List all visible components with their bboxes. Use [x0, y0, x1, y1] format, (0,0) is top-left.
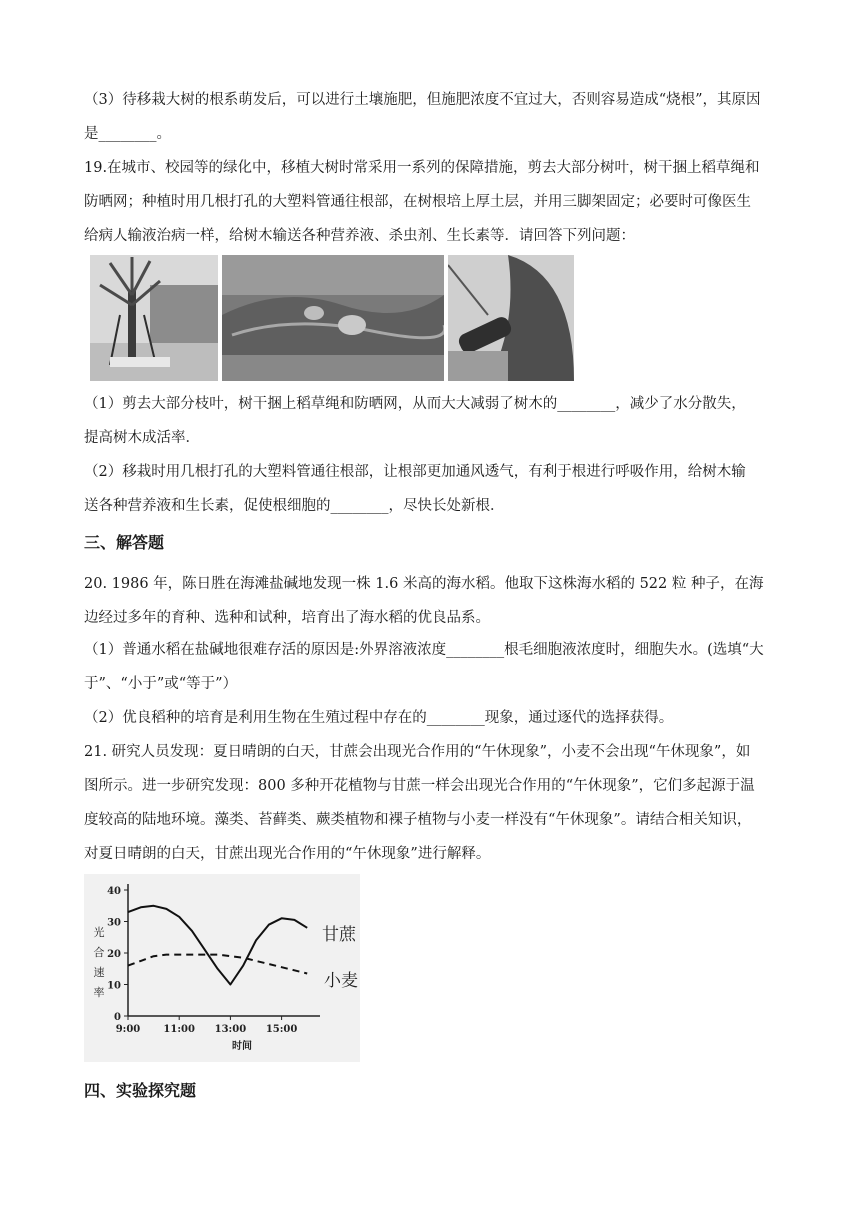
y-axis-label-char: 光: [93, 926, 105, 939]
q19-sub2-line-2: 送各种营养液和生长素，促使根细胞的________，尽快长处新根．: [84, 498, 505, 514]
y-tick-label: 30: [107, 917, 121, 929]
tree-photo-3: [448, 255, 574, 381]
x-tick-label: 11:00: [163, 1024, 195, 1035]
y-tick-label: 20: [107, 949, 121, 960]
y-axis-label-char: 率: [93, 986, 105, 999]
q20-sub1-line-1: （1）普通水稻在盐碱地很难存活的原因是:外界溶液浓度________根毛细胞液浓度时，细胞失水。(选填“大: [84, 642, 764, 658]
y-tick-label: 40: [107, 886, 121, 897]
tree-photo-2: [222, 255, 444, 381]
y-tick-label: 0: [114, 1012, 121, 1023]
tree-photo-1: [90, 255, 218, 381]
y-axis-label-char: 速: [93, 966, 105, 979]
q19-intro-line-1: 19.在城市、校园等的绿化中，移植大树时常采用一系列的保障措施，剪去大部分树叶，树干捆上稻草绳和: [84, 160, 760, 176]
q21-line-1: 21. 研究人员发现：夏日晴朗的白天，甘蔗会出现光合作用的“午休现象”，小麦不会出现“午休现象”，如: [84, 744, 751, 760]
q19-sub2-line-1: （2）移栽时用几根打孔的大塑料管通往根部，让根部更加通风透气，有利于根进行呼吸作用，给树木输: [84, 464, 746, 480]
x-tick-label: 15:00: [265, 1024, 298, 1035]
x-tick-label: 9:00: [115, 1024, 141, 1035]
series-line-2: [128, 955, 307, 974]
photosynthesis-chart: [84, 874, 360, 1062]
series-label-2: 小麦: [324, 971, 358, 991]
q19-intro-line-3: 给病人输液治病一样，给树木输送各种营养液、杀虫剂、生长素等．请回答下列问题：: [84, 228, 635, 244]
series-line-1: [128, 906, 307, 985]
q18-3-line-2: 是________。: [84, 126, 171, 142]
x-axis-label: 时间: [232, 1041, 252, 1052]
q21-line-3: 度较高的陆地环境。藻类、苔藓类、蕨类植物和裸子植物与小麦一样没有“午休现象”。请结合相关知识，: [84, 812, 752, 828]
q19-intro-line-2: 防晒网；种植时用几根打孔的大塑料管通往根部，在树根培上厚土层，并用三脚架固定；必要时可像医生: [84, 194, 751, 210]
q19-sub1-line-2: 提高树木成活率．: [84, 430, 200, 446]
x-tick-label: 13:00: [214, 1024, 247, 1035]
q20-sub1-line-2: 于”、“小于”或“等于”）: [84, 676, 238, 692]
q20-intro-line-1: 20. 1986 年，陈日胜在海滩盐碱地发现一株 1.6 米高的海水稻。他取下这株海水稻的 522 粒 种子，在海: [84, 576, 764, 592]
q19-sub1-line-1: （1）剪去大部分枝叶，树干捆上稻草绳和防晒网，从而大大减弱了树木的________，减少了水分散失，: [84, 396, 746, 412]
q20-sub2: （2）优良稻种的培育是利用生物在生殖过程中存在的________现象，通过逐代的选择获得。: [84, 710, 674, 726]
q21-line-4: 对夏日晴朗的白天，甘蔗出现光合作用的“午休现象”进行解释。: [84, 846, 491, 862]
section-4-heading: 四、实验探究题: [84, 1081, 197, 1100]
q20-intro-line-2: 边经过多年的育种、选种和试种，培育出了海水稻的优良品系。: [84, 610, 490, 626]
q18-3-line-1: （3）待移栽大树的根系萌发后，可以进行土壤施肥，但施肥浓度不宜过大，否则容易造成“烧根”，其原因: [84, 92, 761, 108]
y-axis-label-char: 合: [93, 946, 105, 959]
section-3-heading: 三、解答题: [84, 533, 165, 552]
series-label-1: 甘蔗: [322, 925, 356, 945]
q21-line-2: 图所示。进一步研究发现：800 多种开花植物与甘蔗一样会出现光合作用的“午休现象”，它们多起源于温: [84, 778, 755, 794]
y-tick-label: 10: [107, 980, 121, 992]
